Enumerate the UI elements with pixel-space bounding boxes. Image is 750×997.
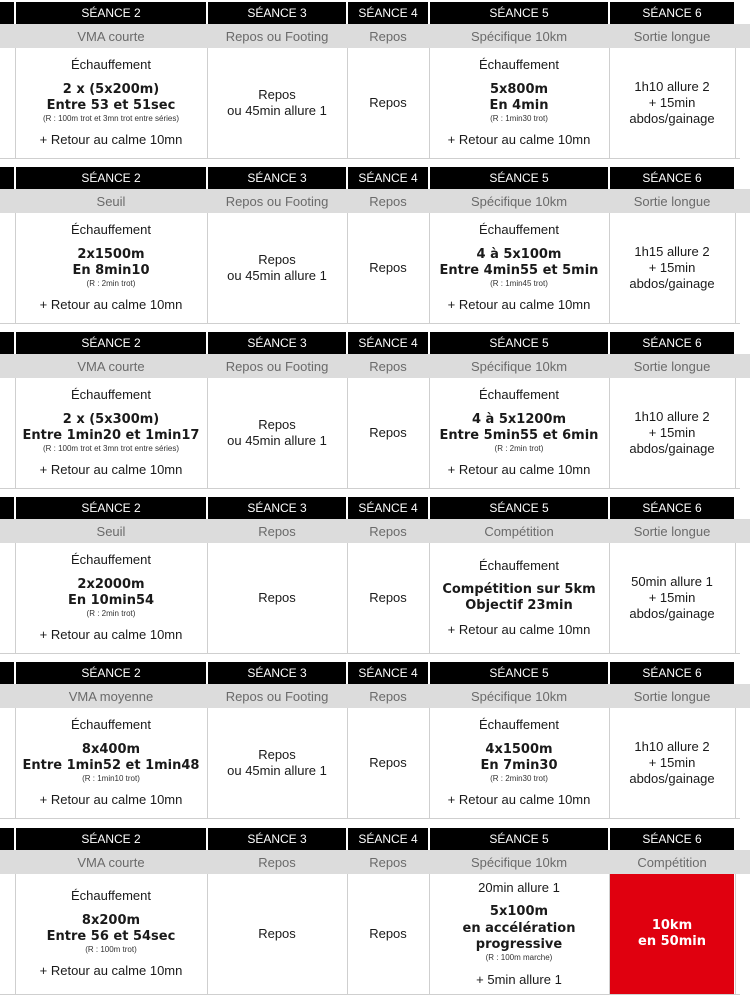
session-type: Sortie longue [633, 688, 711, 704]
session-type: Spécifique 10km [470, 358, 568, 374]
workout-main: 5x100m [489, 904, 549, 920]
session-3-line-1: Repos [258, 925, 296, 941]
session-type: VMA moyenne [68, 688, 154, 704]
session-type: Seuil [96, 523, 126, 539]
session-3-line-1: Repos [258, 589, 296, 605]
cooldown-text: + Retour au calme 10mn [39, 297, 183, 313]
session-5-bottom: + Retour au calme 10mn [447, 297, 591, 313]
session-5-bottom: + Retour au calme 10mn [447, 462, 591, 478]
workout-main: 2x2000m [77, 576, 145, 592]
session-type: Compétition [637, 854, 707, 870]
week-block [0, 828, 750, 994]
session-header: SÉANCE 4 [348, 662, 428, 684]
week-marker [0, 2, 14, 24]
column-divider [15, 874, 16, 994]
session-header: SÉANCE 4 [348, 332, 428, 354]
session-6-detail [610, 213, 734, 323]
session-5-detail [430, 378, 608, 488]
column-divider [15, 543, 16, 653]
column-divider [347, 378, 348, 488]
session-type: Sortie longue [633, 28, 711, 44]
workout-block [463, 904, 576, 963]
session-detail-row [0, 708, 750, 818]
workout-main: 2 x (5x300m) [62, 411, 160, 427]
column-divider [15, 213, 16, 323]
column-divider [609, 543, 610, 653]
session-5-detail [430, 48, 608, 158]
session-header: SÉANCE 3 [208, 332, 346, 354]
column-divider [347, 708, 348, 818]
workout-pace: En 7min30 [480, 757, 558, 773]
long-run-duration: 1h10 allure 2 [634, 78, 710, 94]
workout-block [440, 247, 599, 290]
session-type: Sortie longue [633, 358, 711, 374]
long-run-extra: + 15min [648, 259, 696, 275]
recovery-note: (R : 1min45 trot) [490, 279, 548, 289]
workout-pace: en accélération [462, 920, 576, 936]
session-5-top: Échauffement [479, 387, 559, 403]
race-target-time: en 50min [638, 934, 706, 949]
session-header: SÉANCE 6 [610, 828, 734, 850]
workout-block [47, 913, 176, 956]
session-type: Repos [369, 358, 407, 374]
column-divider [429, 874, 430, 994]
column-divider [735, 378, 736, 488]
session-header: SÉANCE 3 [208, 497, 346, 519]
session-detail-row [0, 48, 750, 158]
workout-pace: En 10min54 [67, 592, 155, 608]
long-run-core: abdos/gainage [629, 441, 715, 457]
long-run-duration: 1h10 allure 2 [634, 738, 710, 754]
session-header: SÉANCE 6 [610, 497, 734, 519]
column-divider [347, 213, 348, 323]
workout-pace: Entre 4min55 et 5min [439, 262, 599, 278]
session-type-row [0, 850, 750, 874]
workout-main: 8x400m [81, 741, 141, 757]
session-type: Repos ou Footing [225, 193, 329, 209]
session-type: Repos [369, 854, 407, 870]
warmup-text: Échauffement [71, 888, 151, 904]
week-block [0, 662, 750, 818]
race-goal-cell [610, 874, 734, 994]
column-divider [347, 874, 348, 994]
session-header: SÉANCE 4 [348, 828, 428, 850]
session-6-detail [610, 708, 734, 818]
session-header: SÉANCE 5 [430, 662, 608, 684]
column-divider [207, 874, 208, 994]
session-header: SÉANCE 6 [610, 167, 734, 189]
workout-main: 2x1500m [77, 246, 145, 262]
column-divider [15, 48, 16, 158]
workout-block [23, 412, 200, 455]
session-header-row [0, 662, 750, 684]
session-header: SÉANCE 3 [208, 828, 346, 850]
workout-main: Compétition sur 5km [442, 581, 596, 597]
cooldown-text: + Retour au calme 10mn [39, 963, 183, 979]
session-header: SÉANCE 2 [16, 497, 206, 519]
session-type: Spécifique 10km [470, 854, 568, 870]
session-type: Repos [369, 193, 407, 209]
workout-main: 4x1500m [485, 741, 553, 757]
session-3-line-2: ou 45min allure 1 [227, 433, 327, 448]
session-type: Repos [258, 854, 296, 870]
workout-block [490, 82, 549, 125]
session-3-detail [208, 708, 346, 818]
session-header: SÉANCE 5 [430, 332, 608, 354]
column-divider [609, 378, 610, 488]
session-header: SÉANCE 2 [16, 662, 206, 684]
session-5-bottom: + Retour au calme 10mn [447, 792, 591, 808]
column-divider [735, 48, 736, 158]
column-divider [429, 48, 430, 158]
session-header: SÉANCE 6 [610, 662, 734, 684]
session-type: VMA courte [77, 358, 145, 374]
week-marker [0, 497, 14, 519]
session-header: SÉANCE 6 [610, 332, 734, 354]
session-4-detail: Repos [348, 874, 428, 994]
workout-main: 5x800m [489, 81, 549, 97]
cooldown-text: + Retour au calme 10mn [39, 792, 183, 808]
session-type: VMA courte [77, 28, 145, 44]
recovery-note: (R : 2min30 trot) [490, 774, 548, 784]
session-3-detail [208, 378, 346, 488]
session-header: SÉANCE 5 [430, 828, 608, 850]
session-detail-row [0, 378, 750, 488]
recovery-note: (R : 2min trot) [86, 609, 136, 619]
week-block [0, 2, 750, 158]
session-3-detail [208, 874, 346, 994]
recovery-note: (R : 2min trot) [86, 279, 136, 289]
session-type-row [0, 24, 750, 48]
column-divider [429, 543, 430, 653]
column-divider [609, 213, 610, 323]
column-divider [735, 543, 736, 653]
recovery-note: (R : 100m trot) [85, 945, 137, 955]
long-run-extra: + 15min [648, 94, 696, 110]
session-3-line-2: ou 45min allure 1 [227, 268, 327, 283]
session-type-row [0, 519, 750, 543]
session-type: Spécifique 10km [470, 193, 568, 209]
session-3-line-2: ou 45min allure 1 [227, 763, 327, 778]
workout-block [72, 247, 149, 290]
session-type-row [0, 684, 750, 708]
warmup-text: Échauffement [71, 552, 151, 568]
long-run-extra: + 15min [648, 424, 696, 440]
race-distance: 10km [651, 917, 693, 933]
week-marker [0, 167, 14, 189]
column-divider [347, 48, 348, 158]
week-block [0, 497, 750, 653]
session-type: Repos [369, 688, 407, 704]
row-divider [0, 818, 740, 819]
session-header: SÉANCE 5 [430, 2, 608, 24]
session-5-top: Échauffement [479, 557, 559, 573]
cooldown-text: + Retour au calme 10mn [39, 627, 183, 643]
session-3-line-1: Repos [258, 416, 296, 432]
session-header-row [0, 497, 750, 519]
session-header: SÉANCE 3 [208, 167, 346, 189]
long-run-duration: 1h15 allure 2 [634, 243, 710, 259]
session-6-detail [610, 378, 734, 488]
session-header: SÉANCE 6 [610, 2, 734, 24]
session-type: Sortie longue [633, 523, 711, 539]
session-header: SÉANCE 5 [430, 497, 608, 519]
session-header: SÉANCE 5 [430, 167, 608, 189]
recovery-note: (R : 100m trot et 3mn trot entre séries) [42, 444, 180, 454]
recovery-note: (R : 2min trot) [494, 444, 544, 454]
session-header-row [0, 332, 750, 354]
session-3-detail [208, 213, 346, 323]
session-type: Spécifique 10km [470, 688, 568, 704]
column-divider [207, 48, 208, 158]
session-type: Sortie longue [633, 193, 711, 209]
session-type: Seuil [96, 193, 126, 209]
session-6-detail [610, 543, 734, 653]
recovery-note: (R : 100m trot et 3mn trot entre séries) [42, 114, 180, 124]
session-2-detail [16, 378, 206, 488]
column-divider [15, 708, 16, 818]
session-header: SÉANCE 4 [348, 2, 428, 24]
week-marker [0, 828, 14, 850]
session-3-line-1: Repos [258, 86, 296, 102]
session-4-detail: Repos [348, 543, 428, 653]
column-divider [609, 874, 610, 994]
workout-pace: Entre 5min55 et 6min [439, 427, 599, 443]
session-header: SÉANCE 3 [208, 662, 346, 684]
workout-block [23, 742, 200, 785]
session-detail-row [0, 543, 750, 653]
workout-pace: Entre 53 et 51sec [46, 97, 176, 113]
long-run-core: abdos/gainage [629, 606, 715, 622]
session-header-row [0, 167, 750, 189]
workout-pace: En 8min10 [72, 262, 150, 278]
column-divider [609, 708, 610, 818]
session-5-detail [430, 708, 608, 818]
workout-block [68, 577, 154, 620]
workout-main: 8x200m [81, 912, 141, 928]
workout-pace: Entre 56 et 54sec [46, 928, 176, 944]
recovery-note: (R : 100m marche) [485, 953, 553, 963]
workout-main: 2 x (5x200m) [62, 81, 160, 97]
long-run-duration: 1h10 allure 2 [634, 408, 710, 424]
session-4-detail: Repos [348, 708, 428, 818]
week-marker [0, 662, 14, 684]
session-detail-row [0, 213, 750, 323]
column-divider [429, 213, 430, 323]
row-divider [0, 994, 740, 995]
session-3-line-1: Repos [258, 251, 296, 267]
column-divider [15, 378, 16, 488]
session-header: SÉANCE 3 [208, 2, 346, 24]
session-header-row [0, 2, 750, 24]
column-divider [429, 378, 430, 488]
workout-pace: Entre 1min52 et 1min48 [22, 757, 200, 773]
session-2-detail [16, 874, 206, 994]
week-block [0, 167, 750, 323]
long-run-extra: + 15min [648, 589, 696, 605]
session-4-detail: Repos [348, 48, 428, 158]
column-divider [207, 378, 208, 488]
session-5-detail [430, 543, 608, 653]
workout-main: 4 à 5x100m [476, 246, 562, 262]
row-divider [0, 158, 740, 159]
session-2-detail [16, 543, 206, 653]
session-detail-row [0, 874, 750, 994]
session-5-bottom: + 5min allure 1 [476, 971, 562, 987]
session-2-detail [16, 213, 206, 323]
column-divider [735, 874, 736, 994]
session-type: Repos ou Footing [225, 358, 329, 374]
warmup-text: Échauffement [71, 387, 151, 403]
session-4-detail: Repos [348, 378, 428, 488]
session-3-line-2: ou 45min allure 1 [227, 103, 327, 118]
column-divider [207, 543, 208, 653]
workout-pace: Entre 1min20 et 1min17 [22, 427, 200, 443]
cooldown-text: + Retour au calme 10mn [39, 462, 183, 478]
workout-block [480, 742, 557, 785]
column-divider [347, 543, 348, 653]
session-type-row [0, 189, 750, 213]
session-type: Repos ou Footing [225, 688, 329, 704]
session-type: Repos [369, 523, 407, 539]
session-3-detail [208, 543, 346, 653]
session-header-row [0, 828, 750, 850]
session-header: SÉANCE 2 [16, 828, 206, 850]
session-type: Compétition [484, 523, 554, 539]
session-header: SÉANCE 2 [16, 332, 206, 354]
row-divider [0, 653, 740, 654]
long-run-extra: + 15min [648, 754, 696, 770]
session-header: SÉANCE 2 [16, 2, 206, 24]
session-type: Repos [369, 28, 407, 44]
row-divider [0, 323, 740, 324]
week-marker [0, 332, 14, 354]
recovery-note: (R : 1min30 trot) [490, 114, 548, 124]
warmup-text: Échauffement [71, 717, 151, 733]
workout-main: 4 à 5x1200m [471, 411, 566, 427]
workout-block [442, 582, 595, 615]
session-type: Repos [258, 523, 296, 539]
session-5-top: Échauffement [479, 57, 559, 73]
session-3-line-1: Repos [258, 746, 296, 762]
week-block [0, 332, 750, 488]
session-5-bottom: + Retour au calme 10mn [447, 132, 591, 148]
warmup-text: Échauffement [71, 222, 151, 238]
column-divider [735, 708, 736, 818]
column-divider [735, 213, 736, 323]
session-2-detail [16, 708, 206, 818]
warmup-text: Échauffement [71, 57, 151, 73]
column-divider [609, 48, 610, 158]
session-type-row [0, 354, 750, 378]
session-4-detail: Repos [348, 213, 428, 323]
session-2-detail [16, 48, 206, 158]
session-3-detail [208, 48, 346, 158]
workout-block [43, 82, 179, 125]
session-type: Spécifique 10km [470, 28, 568, 44]
workout-pace: En 4min [489, 97, 549, 113]
column-divider [207, 708, 208, 818]
long-run-duration: 50min allure 1 [631, 573, 713, 589]
long-run-core: abdos/gainage [629, 111, 715, 127]
long-run-core: abdos/gainage [629, 276, 715, 292]
session-5-top: Échauffement [479, 717, 559, 733]
session-5-top: Échauffement [479, 222, 559, 238]
session-5-bottom: + Retour au calme 10mn [447, 622, 591, 638]
workout-block [440, 412, 599, 455]
column-divider [429, 708, 430, 818]
cooldown-text: + Retour au calme 10mn [39, 132, 183, 148]
session-type: VMA courte [77, 854, 145, 870]
session-5-detail [430, 213, 608, 323]
workout-pace: Objectif 23min [465, 598, 573, 613]
session-6-detail [610, 48, 734, 158]
session-header: SÉANCE 2 [16, 167, 206, 189]
recovery-note: (R : 1min10 trot) [82, 774, 140, 784]
session-header: SÉANCE 4 [348, 497, 428, 519]
session-5-detail [430, 874, 608, 994]
session-type: Repos ou Footing [225, 28, 329, 44]
long-run-core: abdos/gainage [629, 771, 715, 787]
column-divider [207, 213, 208, 323]
workout-extra: progressive [475, 936, 563, 952]
session-header: SÉANCE 4 [348, 167, 428, 189]
row-divider [0, 488, 740, 489]
session-5-top: 20min allure 1 [478, 880, 560, 896]
